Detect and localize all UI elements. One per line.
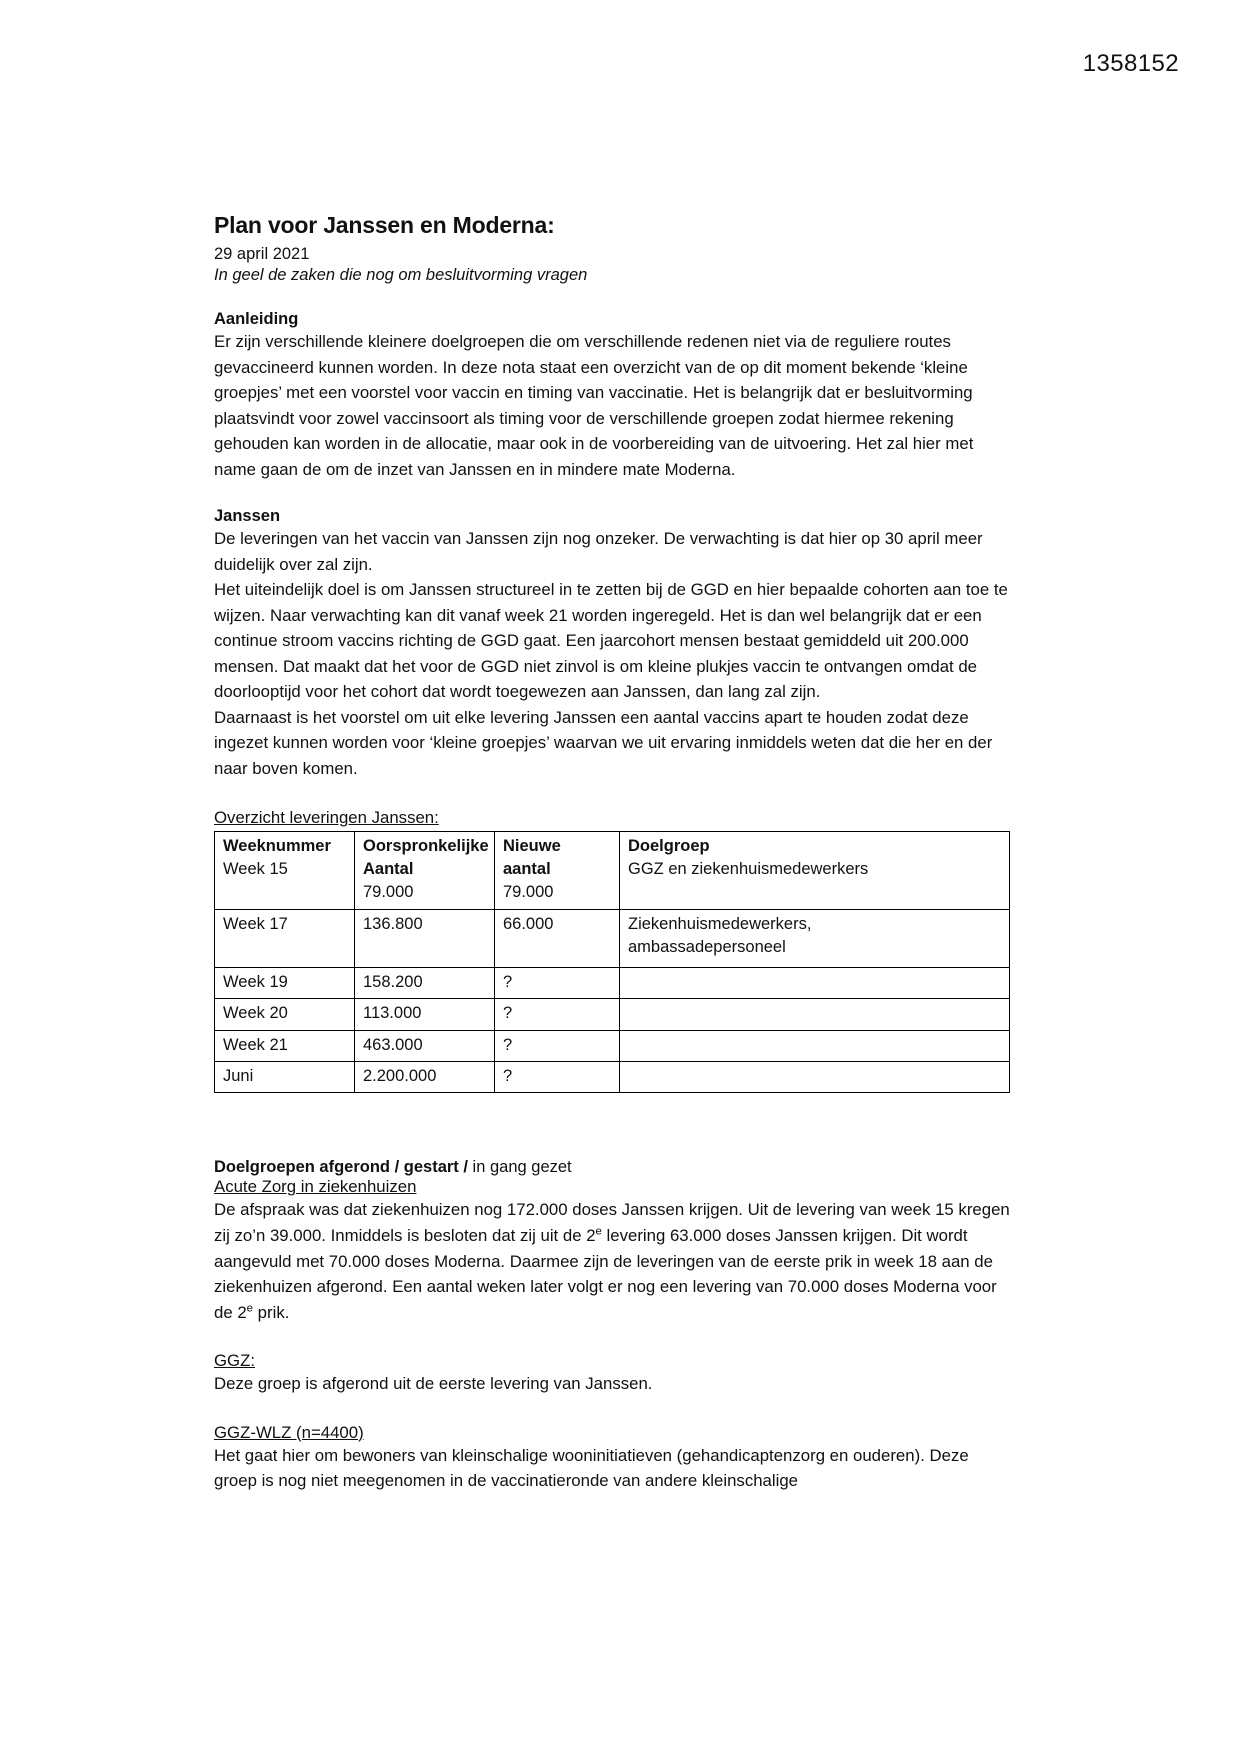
table-cell-line xyxy=(628,971,1001,994)
column-header-line: Weeknummer xyxy=(223,836,331,855)
table-row xyxy=(215,999,1010,1030)
table-cell-line xyxy=(628,1034,1001,1057)
column-header-nieuwe-aantal xyxy=(495,831,620,909)
superscript-ordinal: e xyxy=(246,1301,254,1314)
table-cell-oorspronkelijk: 113.000 xyxy=(355,999,495,1030)
deliveries-table xyxy=(214,831,1010,1094)
document-body xyxy=(214,212,1014,1494)
paragraph-ggz: Deze groep is afgerond uit de eerste levering van Janssen. xyxy=(214,1374,653,1394)
table-cell-oorspronkelijk: 136.800 xyxy=(355,909,495,967)
table-cell-nieuw: ? xyxy=(495,967,620,998)
table-caption: Overzicht leveringen Janssen: xyxy=(214,807,439,827)
table-cell-nieuw: ? xyxy=(495,1030,620,1061)
text-part: prik. xyxy=(253,1302,290,1322)
table-cell-line xyxy=(628,1065,1001,1088)
section-heading-doelgroepen xyxy=(214,1158,1014,1177)
paragraph-janssen-3: Daarnaast is het voorstel om uit elke levering Janssen een aantal vaccins apart te houden zodat deze ingezet kunnen worden voor ‘kleine groepjes’ waarvan we uit ervaring inmiddels weten dat die her en der naar boven komen. xyxy=(214,707,993,778)
table-cell-week: Week 20 xyxy=(215,999,355,1030)
heading-regular-part: in gang gezet xyxy=(467,1158,572,1177)
table-cell-line: ambassadepersoneel xyxy=(628,938,786,957)
paragraph-aanleiding: Er zijn verschillende kleinere doelgroepen die om verschillende redenen niet via de reguliere routes gevaccineerd kunnen worden. In deze nota staat een overzicht van de op dit moment bekende ‘kleine groepjes’ met een voorstel voor vaccin en timing van vaccinatie. Het is belangrijk dat er besluitvorming plaatsvindt voor zowel vaccinsoort als timing voor de verschillende groepen zodat hiermee rekening gehouden kan worden in de allocatie, maar ook in de voorbereiding van de uitvoering. Het zal hier met name gaan de om de inzet van Janssen en in mindere mate Moderna. xyxy=(214,332,974,479)
section-heading-aanleiding: Aanleiding xyxy=(214,310,299,328)
table-cell-oorspronkelijk: 158.200 xyxy=(355,967,495,998)
section-heading-janssen: Janssen xyxy=(214,507,281,526)
column-header-doelgroep xyxy=(620,831,1010,909)
heading-bold-part: Doelgroepen afgerond / gestart / xyxy=(214,1158,468,1177)
text-part: De afspraak was dat ziekenhuizen nog 172.000 doses Janssen krijgen. Uit de levering van week 15 kregen zij zo’n 39.000. Inmiddels is besloten dat zij uit de 2 xyxy=(214,1200,1010,1245)
table-row xyxy=(215,1030,1010,1061)
table-body xyxy=(215,909,1010,1093)
page-title: Plan voor Janssen en Moderna: xyxy=(214,212,555,238)
column-header-oorspronkelijke-aantal xyxy=(355,831,495,909)
column-header-line: Nieuwe xyxy=(503,836,561,855)
table-cell-value: 79.000 xyxy=(503,883,554,902)
paragraph-ggz-wlz: Het gaat hier om bewoners van kleinschalige wooninitiatieven (gehandicaptenzorg en ouderen). Deze groep is nog niet meegenomen in de vaccinatieronde van andere kleinschalige xyxy=(214,1445,969,1491)
table-cell-doelgroep xyxy=(620,1030,1010,1061)
table-cell-doelgroep xyxy=(620,1062,1010,1093)
text-part: levering 63.000 doses Janssen krijgen. Dit wordt aangevuld met 70.000 doses Moderna. Daarmee zijn de leveringen van de eerste prik in week 18 aan de ziekenhuizen afgerond. Een aantal weken later volgt er nog een levering van 70.000 doses Moderna voor de 2 xyxy=(214,1225,997,1322)
superscript-ordinal: e xyxy=(595,1225,602,1238)
table-cell-value: GGZ en ziekenhuismedewerkers xyxy=(628,859,869,878)
table-cell-nieuw: ? xyxy=(495,999,620,1030)
subheading-ggz-wlz: GGZ-WLZ (n=4400) xyxy=(214,1422,364,1442)
document-note: In geel de zaken die nog om besluitvorming vragen xyxy=(214,266,588,284)
column-header-weeknummer xyxy=(215,831,355,909)
table-cell-value: 79.000 xyxy=(363,883,414,902)
table-cell-oorspronkelijk: 463.000 xyxy=(355,1030,495,1061)
table-cell-line xyxy=(628,1002,1001,1025)
table-cell-doelgroep xyxy=(620,909,1010,967)
table-cell-line: Ziekenhuismedewerkers, xyxy=(628,914,812,933)
document-date: 29 april 2021 xyxy=(214,245,310,263)
page-number: 1358152 xyxy=(1082,50,1179,77)
table-cell-week: Week 19 xyxy=(215,967,355,998)
table-cell-week: Week 21 xyxy=(215,1030,355,1061)
paragraph-janssen-1: De leveringen van het vaccin van Janssen zijn nog onzeker. De verwachting is dat hier op 30 april meer duidelijk over zal zijn. xyxy=(214,529,983,574)
table-header-row xyxy=(215,831,1010,909)
column-header-line: Doelgroep xyxy=(628,836,710,855)
table-cell-week: Week 17 xyxy=(215,909,355,967)
paragraph-acute-zorg xyxy=(214,1197,1014,1325)
column-header-line: Aantal xyxy=(363,859,414,878)
table-cell-value: Week 15 xyxy=(223,859,288,878)
table-row xyxy=(215,909,1010,967)
column-header-line: Oorspronkelijke xyxy=(363,836,489,855)
paragraph-janssen-2: Het uiteindelijk doel is om Janssen structureel in te zetten bij de GGD en hier bepaalde cohorten aan toe te wijzen. Naar verwachting kan dit vanaf week 21 worden ingeregeld. Het is dan wel belangrijk dat er een continue stroom vaccins richting de GGD gaat. Een jaarcohort mensen bestaat gemiddeld uit 200.000 mensen. Dat maakt dat het voor de GGD niet zinvol is om kleine plukjes vaccin te ontvangen omdat de doorlooptijd voor het cohort dat wordt toegewezen aan Janssen, dan lang zal zijn. xyxy=(214,580,1008,702)
column-header-line: aantal xyxy=(503,859,551,878)
table-row xyxy=(215,1062,1010,1093)
table-cell-nieuw: ? xyxy=(495,1062,620,1093)
table-cell-week: Juni xyxy=(215,1062,355,1093)
table-row xyxy=(215,967,1010,998)
table-cell-doelgroep xyxy=(620,967,1010,998)
table-cell-oorspronkelijk: 2.200.000 xyxy=(355,1062,495,1093)
subheading-ggz: GGZ: xyxy=(214,1351,256,1371)
table-cell-doelgroep xyxy=(620,999,1010,1030)
table-cell-nieuw: 66.000 xyxy=(495,909,620,967)
subheading-acute-zorg: Acute Zorg in ziekenhuizen xyxy=(214,1177,417,1197)
